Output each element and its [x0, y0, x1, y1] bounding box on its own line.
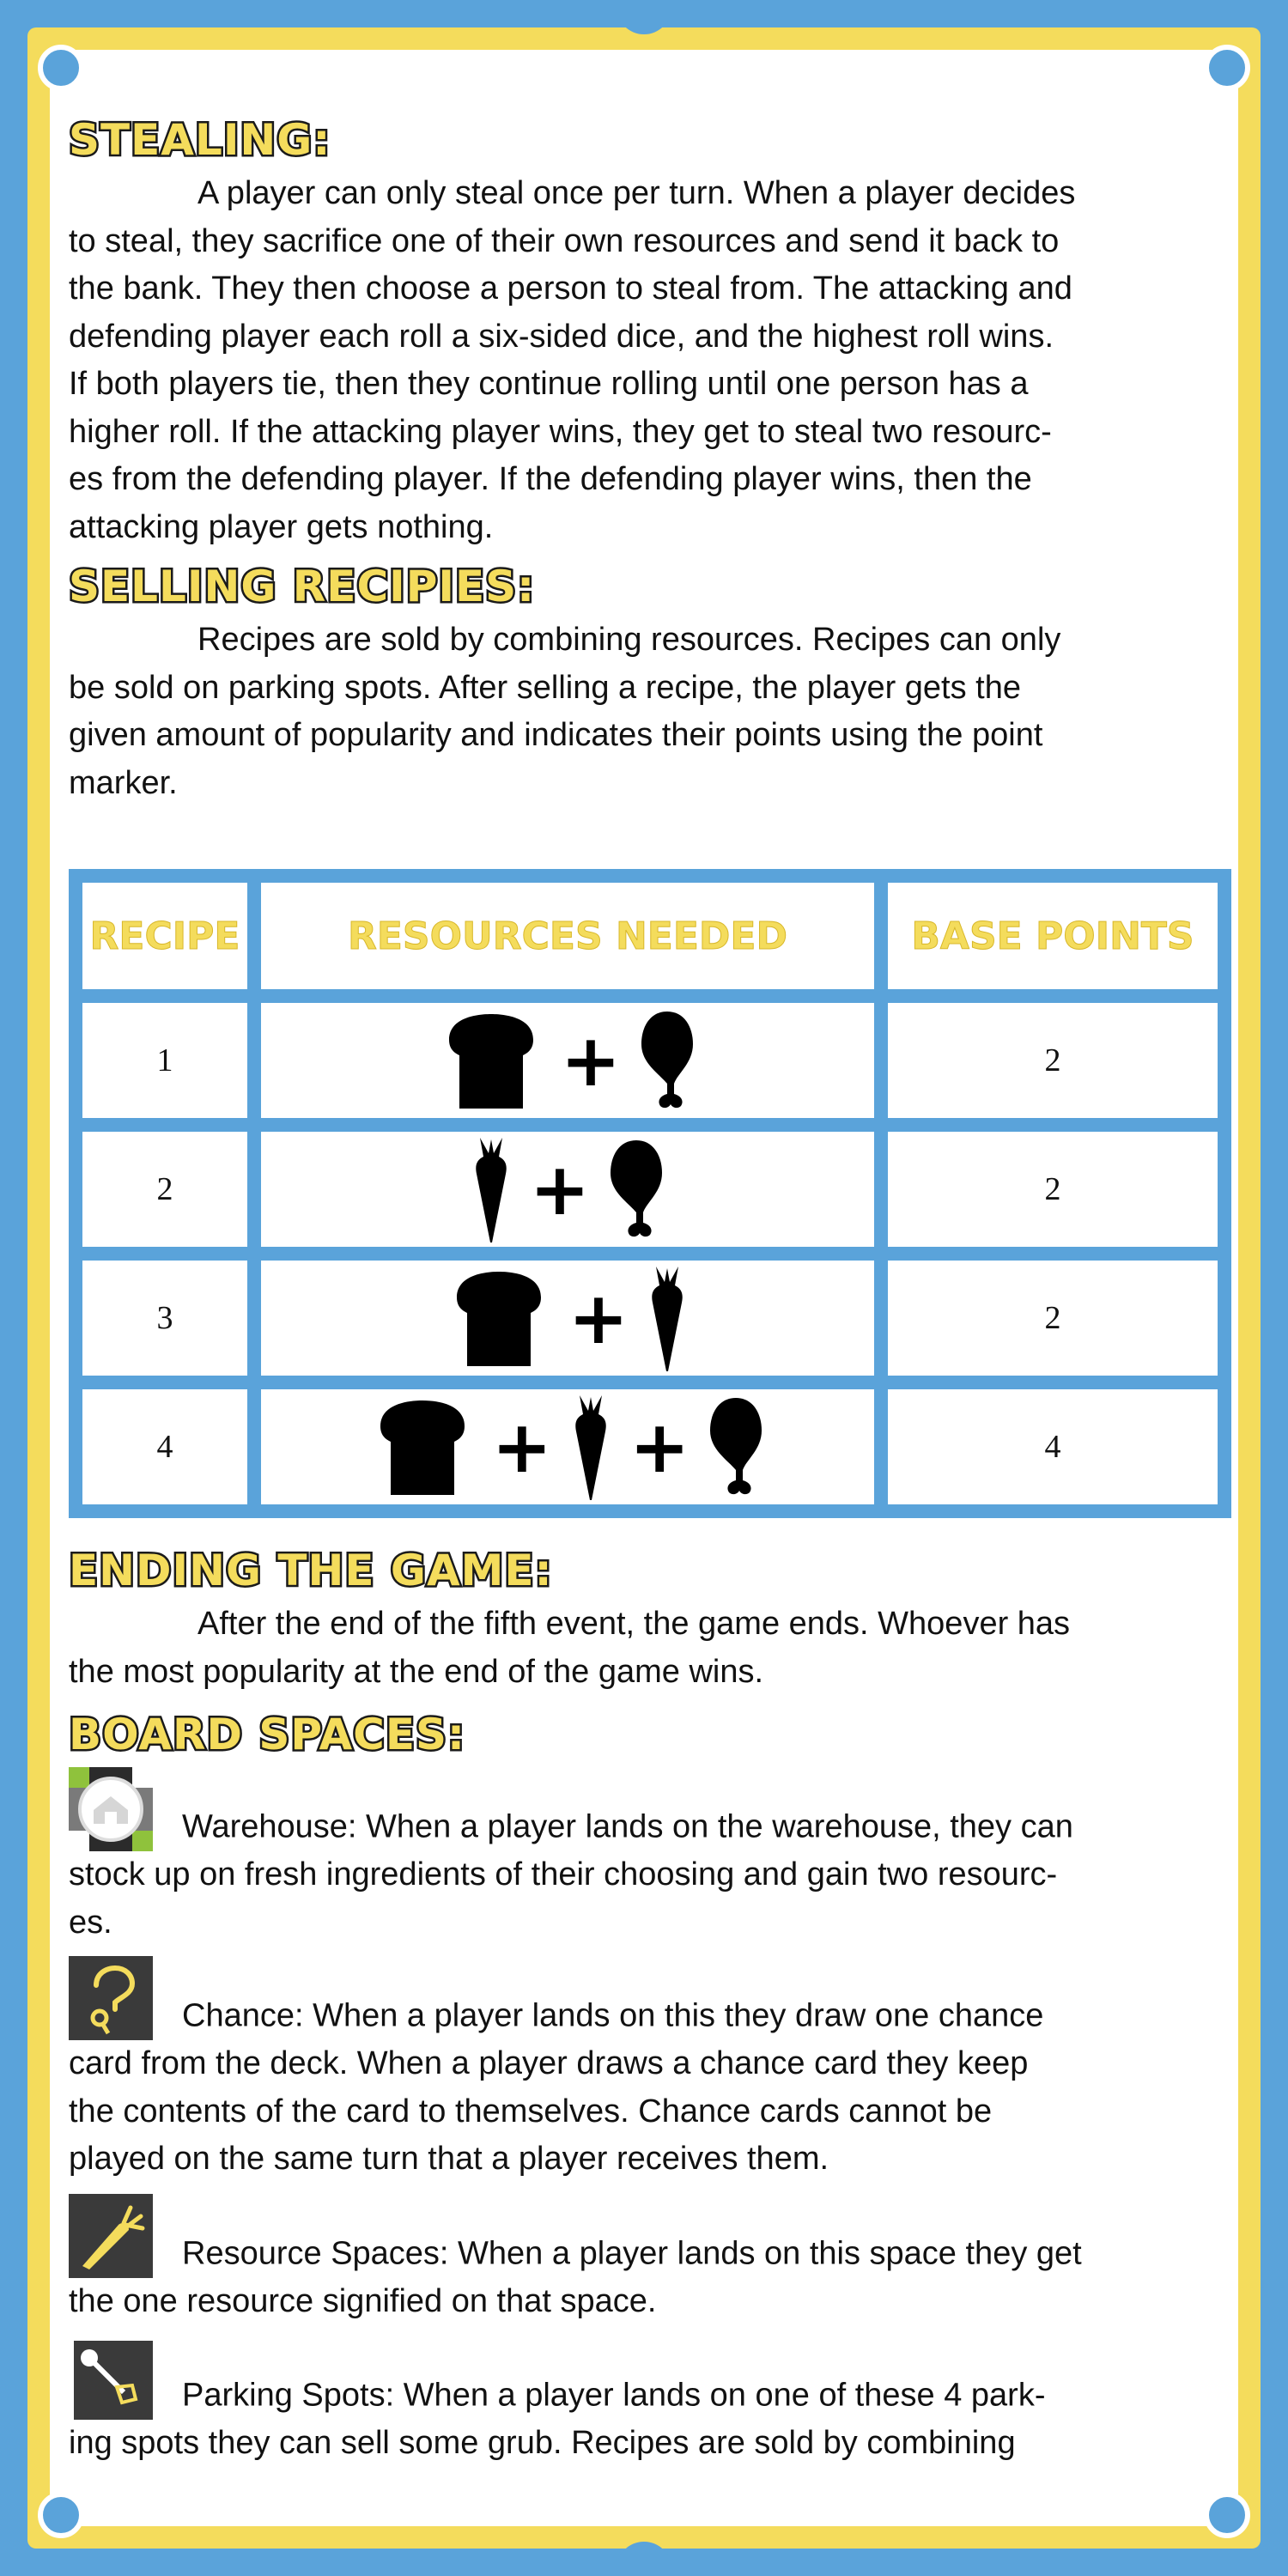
recipe-number: 1: [82, 1003, 247, 1118]
plus-sign: +: [491, 1405, 552, 1489]
board-space-chance: [69, 1956, 1219, 2184]
selling-heading: SELLING RECIPIES:: [69, 562, 536, 611]
stealing-line: A player can only steal once per turn. When a player decides: [197, 175, 1076, 211]
table-row: [82, 1389, 1218, 1504]
corner-dot-top-left: [38, 45, 84, 91]
resources-cell: [261, 1261, 874, 1376]
parking-line: ing spots they can sell some grub. Recipes are sold by combining: [69, 2425, 1016, 2461]
parking-line: Parking Spots: When a player lands on one of these 4 park-: [182, 2377, 1046, 2414]
ending-line: After the end of the fifth event, the game ends. Whoever has: [197, 1606, 1071, 1642]
stealing-line: the bank. They then choose a person to steal from. The attacking and: [69, 270, 1072, 307]
resource-line: the one resource signified on that space.: [69, 2283, 657, 2319]
carrot-icon: [571, 1394, 611, 1500]
bread-icon: [440, 1012, 542, 1109]
ending-section: [69, 1540, 1219, 1696]
ending-line: the most popularity at the end of the game wins.: [69, 1653, 764, 1690]
base-points: 2: [888, 1261, 1218, 1376]
recipe-number: 3: [82, 1261, 247, 1376]
corner-dot-top-right: [1204, 45, 1250, 91]
base-points: 2: [888, 1132, 1218, 1247]
stealing-text: [69, 170, 1219, 551]
warehouse-line: Warehouse: When a player lands on the warehouse, they can: [182, 1808, 1073, 1845]
header-resources-needed: RESOURCES NEEDED: [261, 883, 874, 989]
selling-line: Recipes are sold by combining resources. Recipes can only: [197, 622, 1061, 658]
chance-line: the contents of the card to themselves. Chance cards cannot be: [69, 2093, 993, 2129]
bread-icon: [448, 1270, 550, 1366]
ending-heading: ENDING THE GAME:: [69, 1546, 553, 1595]
table-row: [82, 1261, 1218, 1376]
stealing-line: es from the defending player. If the defending player wins, then the: [69, 461, 1032, 497]
resources-cell: [261, 1132, 874, 1247]
table-header-row: [82, 883, 1218, 989]
table-row: [82, 1003, 1218, 1118]
resource-line: Resource Spaces: When a player lands on this space they get: [182, 2235, 1082, 2272]
plus-sign: +: [568, 1276, 629, 1360]
recipe-number: 4: [82, 1389, 247, 1504]
chance-line: played on the same turn that a player receives them.: [69, 2141, 829, 2177]
drumstick-icon: [708, 1396, 763, 1498]
stealing-heading: STEALING:: [69, 115, 331, 165]
stealing-line: to steal, they sacrifice one of their own resources and send it back to: [69, 222, 1060, 259]
chance-line: card from the deck. When a player draws a chance card they keep: [69, 2045, 1029, 2081]
selling-text: [69, 617, 1219, 807]
resources-cell: [261, 1389, 874, 1504]
stealing-line: higher roll. If the attacking player wins, they get to steal two resourc-: [69, 413, 1052, 450]
drumstick-icon: [640, 1010, 695, 1111]
board-space-parking: [69, 2336, 1219, 2468]
resources-cell: [261, 1003, 874, 1118]
warehouse-icon: [69, 1767, 153, 1851]
table-row: [82, 1132, 1218, 1247]
selling-line: given amount of popularity and indicates their points using the point: [69, 717, 1043, 753]
selling-line: be sold on parking spots. After selling a recipe, the player gets the: [69, 669, 1021, 706]
board-spaces-heading: BOARD SPACES:: [69, 1710, 465, 1759]
carrot-icon: [647, 1265, 687, 1371]
header-base-points: BASE POINTS: [888, 883, 1218, 989]
chance-line: Chance: When a player lands on this they draw one chance: [182, 1997, 1044, 2034]
warehouse-line: es.: [69, 1904, 112, 1941]
board-spaces-section: [69, 1704, 1219, 1765]
corner-dot-bottom-right: [1204, 2492, 1250, 2538]
carrot-space-icon: [69, 2194, 153, 2278]
question-mark-icon: [69, 1956, 153, 2040]
selling-line: marker.: [69, 764, 178, 801]
stealing-line: defending player each roll a six-sided dice, and the highest roll wins.: [69, 318, 1054, 355]
base-points: 2: [888, 1003, 1218, 1118]
stealing-line: attacking player gets nothing.: [69, 508, 494, 545]
board-space-resource: [69, 2194, 1219, 2326]
warehouse-line: stock up on fresh ingredients of their choosing and gain two resourc-: [69, 1856, 1058, 1893]
header-recipe: RECIPE: [82, 883, 247, 989]
corner-dot-bottom-left: [38, 2492, 84, 2538]
recipe-number: 2: [82, 1132, 247, 1247]
board-space-warehouse: [69, 1767, 1219, 1947]
selling-section: [69, 556, 1219, 807]
ending-text: [69, 1601, 1219, 1696]
bread-icon: [372, 1399, 473, 1495]
plus-sign: +: [529, 1147, 591, 1231]
base-points: 4: [888, 1389, 1218, 1504]
carrot-icon: [471, 1136, 511, 1242]
recipe-table: [69, 869, 1231, 1518]
drumstick-icon: [609, 1139, 664, 1240]
stealing-line: If both players tie, then they continue rolling until one person has a: [69, 366, 1029, 402]
parking-icon: [69, 2336, 153, 2420]
plus-sign: +: [629, 1405, 690, 1489]
stealing-section: [69, 110, 1219, 551]
plus-sign: +: [560, 1018, 622, 1103]
